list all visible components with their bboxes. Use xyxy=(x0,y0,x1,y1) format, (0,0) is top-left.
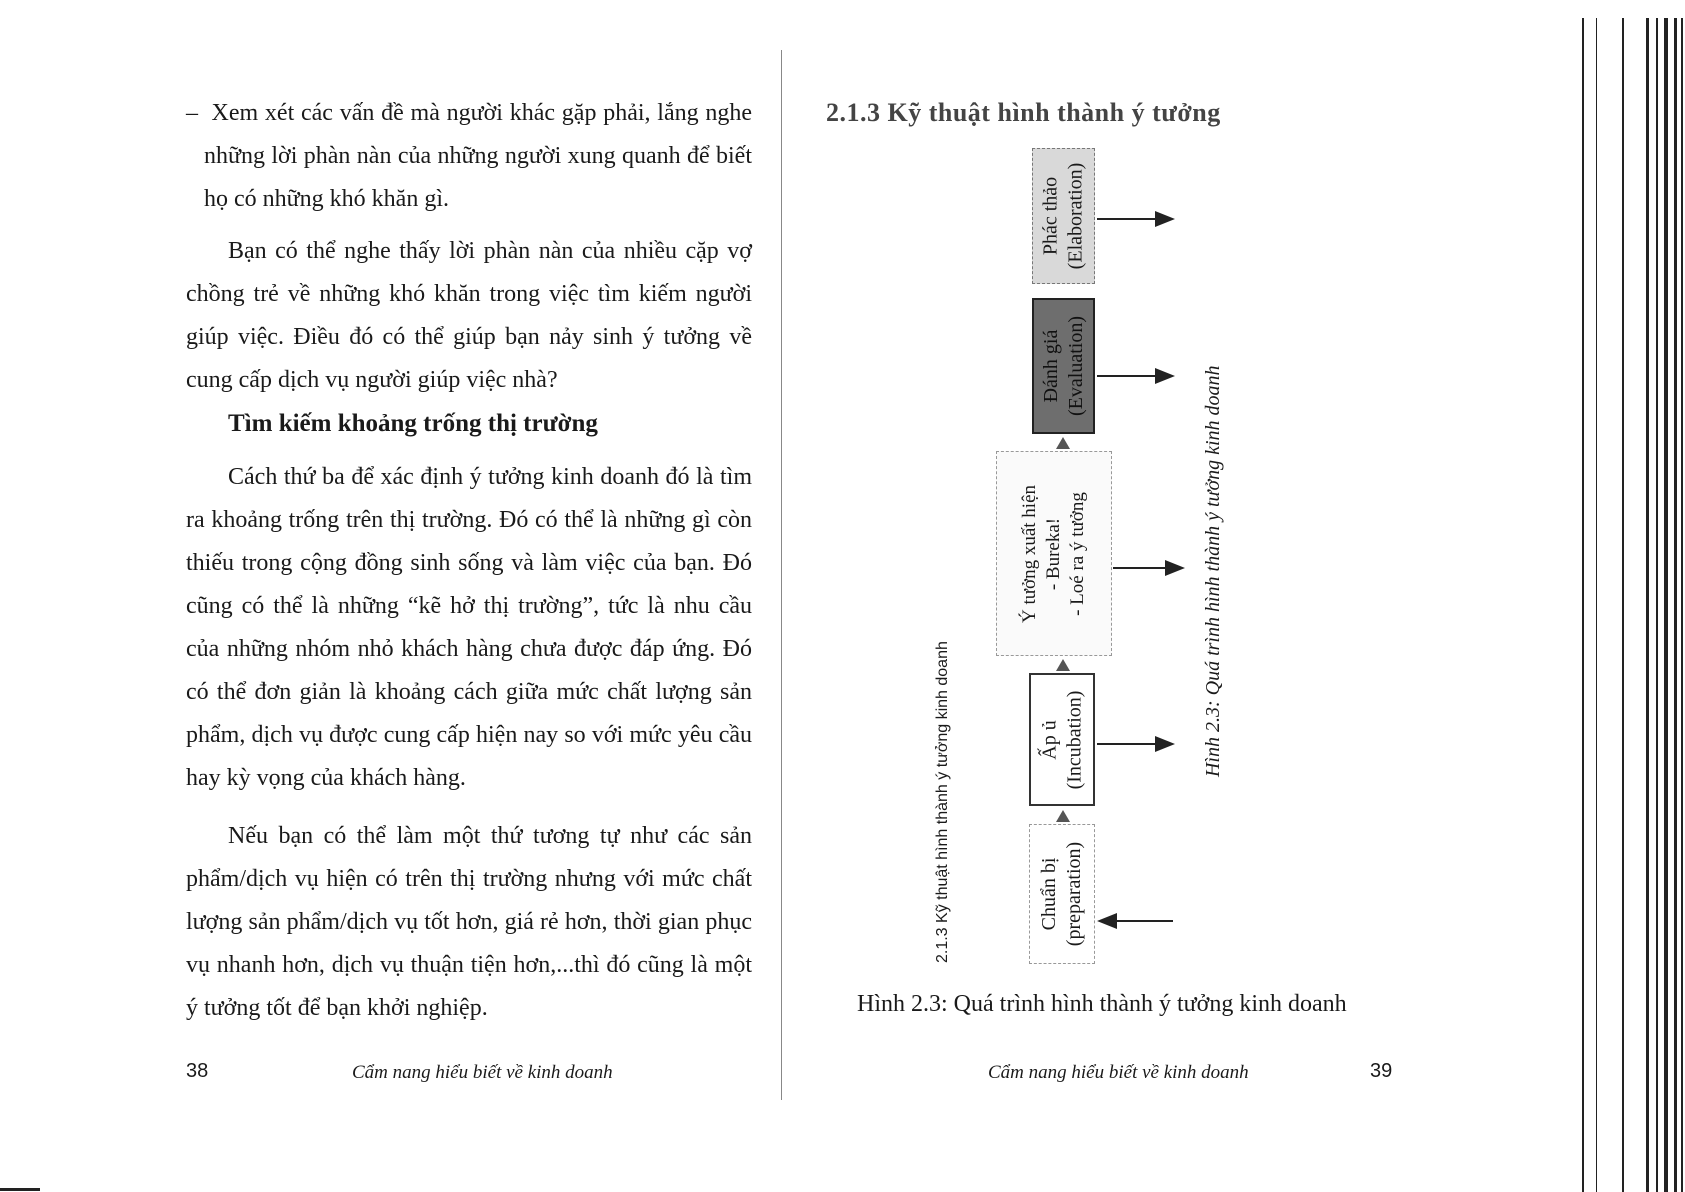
scan-edge-5 xyxy=(1656,18,1658,1192)
scan-bottom-mark xyxy=(0,1188,40,1191)
scan-edge-2 xyxy=(1596,18,1597,1192)
stage-incubation-line2: (Incubation) xyxy=(1063,690,1086,789)
paragraph-2: Cách thứ ba để xác định ý tưởng kinh doanh đó là tìm ra khoảng trống trên thị trường. Đó có thể là những gì còn thiếu trong cộng đồng sinh sống và làm việc của bạn. Đó cũng có thể là những “kẽ hở thị trường”, tức là nhu cầu của những nhóm nhỏ khách hàng chưa được đáp ứng. Đó có thể đơn giản là khoảng cách giữa mức chất lượng sản phẩm, dịch vụ được cung cấp hiện nay so với mức yêu cầu hay kỳ vọng của khách hàng. xyxy=(186,464,752,791)
scan-edge-8 xyxy=(1681,18,1683,1192)
arrow-input-head xyxy=(1097,913,1117,929)
arrow-eureka-head xyxy=(1165,560,1185,576)
footer-title-right: Cẩm nang hiểu biết về kinh doanh xyxy=(988,1062,1249,1083)
arrow-eureka-line xyxy=(1113,567,1167,569)
scan-edge-6 xyxy=(1664,18,1668,1192)
bullet-dash: – xyxy=(186,100,198,126)
stage-preparation-line2: (preparation) xyxy=(1063,841,1086,947)
stage-incubation-box xyxy=(1029,673,1095,806)
stage-evaluation-line1: Đánh giá xyxy=(1039,329,1062,403)
stage-eureka-line2: - Bureka! xyxy=(1043,517,1064,590)
diagram-side-caption-left: 2.1.3 Kỹ thuật hình thành ý tưởng kinh doanh xyxy=(934,641,951,963)
bullet-text: Xem xét các vấn đề mà người khác gặp phải, lắng nghe những lời phàn nàn của những người xung quanh để biết họ có những khó khăn gì. xyxy=(204,100,753,212)
scan-edge-4 xyxy=(1646,18,1649,1192)
page-gutter-line xyxy=(781,50,782,1100)
arrow-elaboration-head xyxy=(1155,211,1175,227)
figure-caption: Hình 2.3: Quá trình hình thành ý tưởng kinh doanh xyxy=(857,991,1347,1017)
scan-edge-3 xyxy=(1622,18,1624,1192)
arrow-input-line xyxy=(1115,920,1173,922)
diagram-side-caption-right: Hình 2.3: Quá trình hình thành ý tưởng kinh doanh xyxy=(1202,365,1224,777)
stage-incubation-line1: Ấp ủ xyxy=(1038,719,1061,760)
section-heading: 2.1.3 Kỹ thuật hình thành ý tưởng xyxy=(826,98,1221,127)
paragraph-3: Nếu bạn có thể làm một thứ tương tự như các sản phẩm/dịch vụ hiện có trên thị trường nhưng với mức chất lượng sản phẩm/dịch vụ tốt hơn, giá rẻ hơn, thời gian phục vụ nhanh hơn, dịch vụ thuận tiện hơn,...thì đó cũng là một ý tưởng tốt để bạn khởi nghiệp. xyxy=(186,823,752,1021)
stage-preparation-line1: Chuẩn bị xyxy=(1038,857,1061,931)
stage-eureka-box xyxy=(996,451,1112,656)
arrow-evaluation-line xyxy=(1097,375,1157,377)
stage-elaboration-line1: Phác thảo xyxy=(1039,176,1062,256)
stage-preparation-box xyxy=(1029,824,1095,964)
scan-edge-7 xyxy=(1674,18,1677,1192)
stage-eureka-line1: Ý tưởng xuất hiện xyxy=(1019,484,1040,623)
footer-title-left: Cẩm nang hiểu biết về kinh doanh xyxy=(352,1062,613,1083)
arrow-incubation-line xyxy=(1097,743,1157,745)
bullet-paragraph xyxy=(186,92,752,221)
stage-evaluation-line2: (Evaluation) xyxy=(1064,316,1087,416)
stage-eureka-line3: - Loé ra ý tưởng xyxy=(1067,491,1088,616)
arrow-incubation-head xyxy=(1155,736,1175,752)
scan-edge-1 xyxy=(1582,18,1584,1192)
paragraph-1: Bạn có thể nghe thấy lời phàn nàn của nhiều cặp vợ chồng trẻ về những khó khăn trong việc tìm kiếm người giúp việc. Điều đó có thể giúp bạn nảy sinh ý tưởng về cung cấp dịch vụ người giúp việc nhà? xyxy=(186,238,752,393)
arrow-evaluation-head xyxy=(1155,368,1175,384)
subheading-market-gap: Tìm kiếm khoảng trống thị trường xyxy=(228,410,598,437)
flow-caret-2 xyxy=(1056,659,1070,671)
stage-elaboration-box xyxy=(1032,148,1095,284)
stage-elaboration-line2: (Elaboration) xyxy=(1064,162,1087,270)
arrow-elaboration-line xyxy=(1097,218,1157,220)
flow-caret-3 xyxy=(1056,437,1070,449)
stage-evaluation-box xyxy=(1032,298,1095,434)
page-number-left: 38 xyxy=(186,1060,209,1082)
flow-caret-1 xyxy=(1056,810,1070,822)
page-number-right: 39 xyxy=(1370,1060,1393,1082)
